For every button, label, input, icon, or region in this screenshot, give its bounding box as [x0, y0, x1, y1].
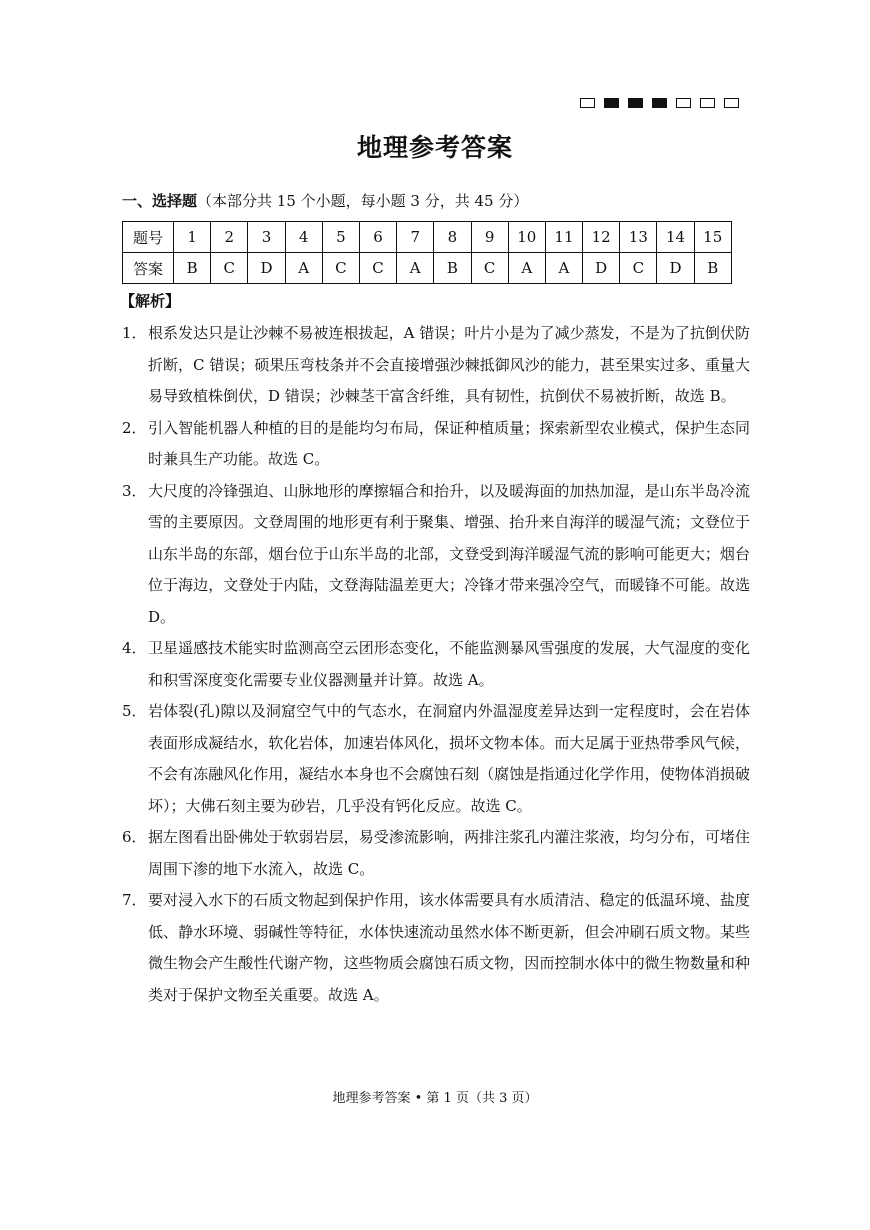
analysis-item-text: 岩体裂(孔)隙以及洞窟空气中的气态水，在洞窟内外温湿度差异达到一定程度时，会在岩体表面形成凝结水，软化岩体，加速岩体风化，损坏文物本体。而大足属于亚热带季风气候，不会有冻融风化作用，凝结水本身也不会腐蚀石刻（腐蚀是指通过化学作用，使物体消损破坏）；大佛石刻主要为砂岩，几乎没有钙化反应。故选 C。	[148, 702, 750, 815]
question-number-cell: 3	[248, 222, 285, 253]
question-number-cell: 11	[545, 222, 582, 253]
analysis-item-number: 4．	[122, 639, 147, 657]
answer-cell: D	[583, 253, 620, 284]
analysis-item-number: 5．	[122, 702, 147, 720]
answer-cell: D	[657, 253, 694, 284]
answer-cell: A	[545, 253, 582, 284]
analysis-item-text: 要对浸入水下的石质文物起到保护作用，该水体需要具有水质清洁、稳定的低温环境、盐度低、静水环境、弱碱性等特征，水体快速流动虽然水体不断更新，但会冲刷石质文物。某些微生物会产生酸性代谢产物，这些物质会腐蚀石质文物，因而控制水体中的微生物数量和种类对于保护文物至关重要。故选 A。	[148, 891, 750, 1004]
answer-cell: C	[620, 253, 657, 284]
analysis-item-text: 大尺度的冷锋强迫、山脉地形的摩擦辐合和抬升，以及暖海面的加热加湿，是山东半岛冷流雪的主要原因。文登周围的地形更有利于聚集、增强、抬升来自海洋的暖湿气流；文登位于山东半岛的东部，烟台位于山东半岛的北部，文登受到海洋暖湿气流的影响可能更大；烟台位于海边，文登处于内陆，文登海陆温差更大；冷锋才带来强冷空气，而暖锋不可能。故选 D。	[148, 481, 750, 626]
analysis-item-number: 1．	[122, 324, 147, 342]
question-number-cell: 15	[694, 222, 731, 253]
analysis-item	[122, 413, 750, 476]
header-mark	[700, 98, 715, 108]
analysis-item	[122, 633, 750, 696]
section-note: （本部分共 15 个小题，每小题 3 分，共 45 分）	[197, 192, 529, 210]
page-footer: 地理参考答案 • 第 1 页（共 3 页）	[332, 1091, 538, 1106]
answer-cell: B	[434, 253, 471, 284]
header-mark	[724, 98, 739, 108]
question-number-cell: 10	[508, 222, 545, 253]
analysis-item-number: 3．	[122, 481, 147, 500]
header-mark	[604, 98, 619, 108]
analysis-heading: 【解析】	[120, 292, 181, 310]
question-number-cell: 8	[434, 222, 471, 253]
answer-table	[122, 221, 732, 284]
answer-cell: D	[248, 253, 285, 284]
answer-row-label: 答案	[123, 253, 174, 284]
analysis-list	[122, 318, 750, 1011]
analysis-item-number: 7．	[122, 891, 147, 909]
analysis-item	[122, 696, 750, 822]
question-number-cell: 6	[359, 222, 396, 253]
header-mark	[580, 98, 595, 108]
question-number-cell: 5	[322, 222, 359, 253]
answer-cell: C	[322, 253, 359, 284]
analysis-item-text: 卫星遥感技术能实时监测高空云团形态变化，不能监测暴风雪强度的发展，大气湿度的变化和积雪深度变化需要专业仪器测量并计算。故选 A。	[148, 639, 750, 689]
section-label: 一、选择题	[122, 192, 198, 210]
question-number-cell: 12	[583, 222, 620, 253]
question-row	[123, 222, 732, 253]
analysis-item-text: 据左图看出卧佛处于软弱岩层，易受渗流影响，两排注浆孔内灌注浆液，均匀分布，可堵住周围下渗的地下水流入，故选 C。	[148, 828, 750, 878]
question-number-cell: 9	[471, 222, 508, 253]
answer-cell: A	[397, 253, 434, 284]
header-marks	[580, 98, 739, 108]
answer-cell: B	[694, 253, 731, 284]
question-number-cell: 4	[285, 222, 322, 253]
analysis-item-text: 根系发达只是让沙棘不易被连根拔起，A 错误；叶片小是为了减少蒸发，不是为了抗倒伏防折断，C 错误；硕果压弯枝条并不会直接增强沙棘抵御风沙的能力，甚至果实过多、重量大易导致植株倒伏，D 错误；沙棘茎干富含纤维，具有韧性，抗倒伏不易被折断，故选 B。	[148, 324, 750, 405]
header-mark	[628, 98, 643, 108]
answer-cell: C	[471, 253, 508, 284]
question-number-cell: 7	[397, 222, 434, 253]
answer-cell: A	[508, 253, 545, 284]
section-heading	[122, 190, 528, 211]
analysis-item	[122, 885, 750, 1011]
analysis-item	[122, 318, 750, 413]
question-number-cell: 14	[657, 222, 694, 253]
analysis-item-text: 引入智能机器人种植的目的是能均匀布局，保证种植质量；探索新型农业模式，保护生态同时兼具生产功能。故选 C。	[148, 418, 750, 468]
analysis-item-number: 6．	[122, 828, 147, 846]
question-number-cell: 1	[174, 222, 211, 253]
question-number-cell: 2	[211, 222, 248, 253]
analysis-item	[122, 822, 750, 885]
analysis-item-number: 2．	[122, 418, 147, 437]
answer-cell: A	[285, 253, 322, 284]
answer-cell: C	[211, 253, 248, 284]
answer-row	[123, 253, 732, 284]
question-number-cell: 13	[620, 222, 657, 253]
analysis-item	[122, 476, 750, 634]
question-row-label: 题号	[123, 222, 174, 253]
page-title: 地理参考答案	[356, 133, 513, 162]
answer-cell: C	[359, 253, 396, 284]
answer-cell: B	[174, 253, 211, 284]
header-mark	[676, 98, 691, 108]
header-mark	[652, 98, 667, 108]
